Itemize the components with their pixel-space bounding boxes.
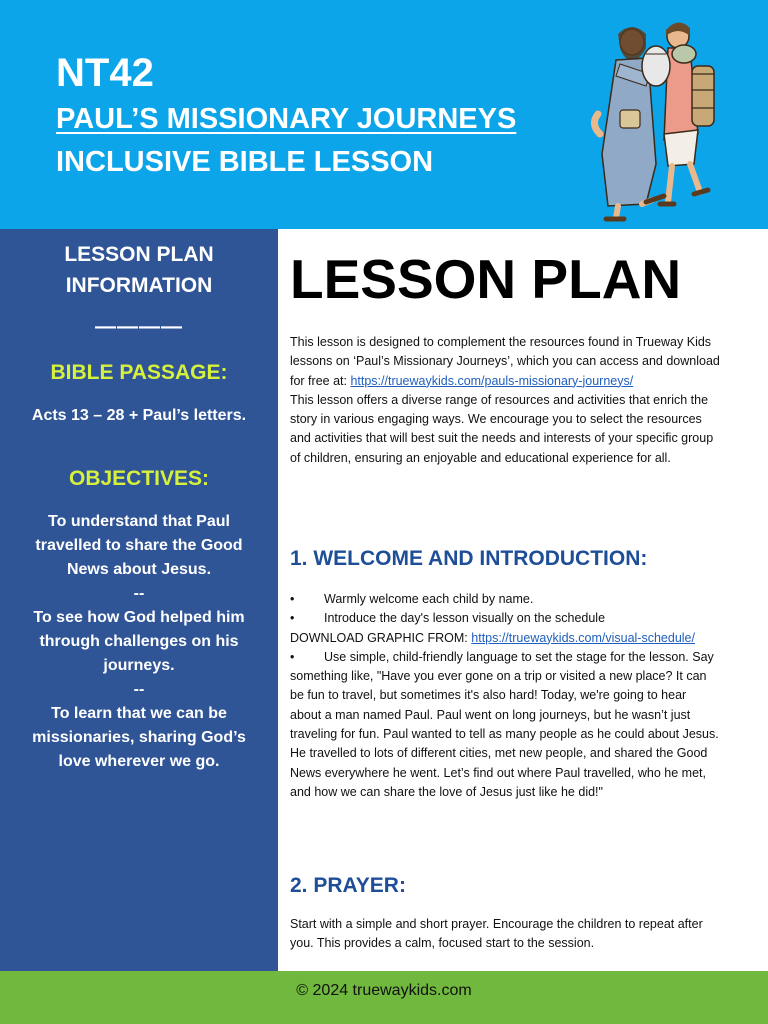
objectives-list: [20, 510, 258, 774]
download-label: DOWNLOAD GRAPHIC FROM:: [290, 630, 472, 645]
objectives-heading: OBJECTIVES:: [68, 467, 210, 490]
sidebar-lesson-info: [0, 229, 278, 971]
lesson-subtitle: INCLUSIVE BIBLE LESSON: [56, 146, 434, 178]
objective-2: To see how God helped him through challenges on his journeys.: [33, 609, 245, 674]
lesson-plan-information-heading: [0, 239, 278, 301]
footer: [0, 971, 768, 1024]
lesson-code: NT42: [56, 51, 154, 95]
lesson-title: PAUL’S MISSIONARY JOURNEYS: [56, 103, 517, 135]
header-banner: [0, 0, 768, 229]
welcome-section-body: [290, 590, 720, 802]
bible-passage-text: Acts 13 – 28 + Paul’s letters.: [31, 407, 247, 424]
download-line: [290, 629, 720, 648]
paul-figure: [594, 27, 670, 219]
list-item: [290, 648, 720, 802]
list-item: [290, 609, 720, 628]
sidebar-divider: ————: [95, 315, 183, 338]
info-title-line1: LESSON PLAN: [64, 243, 214, 266]
objective-3: To learn that we can be missionaries, sharing God’s love wherever we go.: [32, 705, 246, 770]
info-title-line2: INFORMATION: [65, 274, 213, 297]
lesson-resources-link[interactable]: https://truewaykids.com/pauls-missionary-journeys/: [350, 373, 634, 388]
objective-1: To understand that Paul travelled to share the Good News about Jesus.: [35, 513, 243, 578]
bullet-symbol: •: [290, 649, 295, 664]
paul-and-companion-illustration: [580, 14, 730, 224]
bullet-text: Introduce the day's lesson visually on the schedule: [324, 611, 606, 626]
intro-paragraph: [290, 333, 720, 468]
visual-schedule-link[interactable]: https://truewaykids.com/visual-schedule/: [471, 630, 695, 645]
intro-text-2: This lesson offers a diverse range of resources and activities that enrich the story in various engaging ways. We encourage you to select the resources and activities that will best suit the needs and interests of your specific group of children, ensuring an enjoyable and educational experience for all.: [290, 392, 714, 465]
prayer-text: Start with a simple and short prayer. Encourage the children to repeat after you. This provides a calm, focused start to the session.: [290, 917, 703, 951]
intro-text: This lesson is designed to complement the resources found in Trueway Kids lessons on ‘Paul’s Missionary Journeys’, which you can access and download for free at:: [290, 335, 720, 388]
bullet-symbol: •: [290, 592, 295, 606]
bullet-text: Use simple, child-friendly language to set the stage for the lesson. Say something like, "Have you ever gone on a trip or visited a new place? It can be fun to travel, but sometimes it's also hard! Today, we're going to hear about a man named Paul. Paul went on long journeys, but he wasn’t just traveling for fun. Paul wanted to tell as many people as he could about Jesus. He travelled to lots of different cities, met new people, and shared the Good News everywhere he went. Let’s find out where Paul travelled, who he met, and how we can share the love of Jesus just like he did!": [290, 649, 719, 799]
lesson-plan-title: LESSON PLAN: [290, 248, 682, 310]
bible-passage-heading: BIBLE PASSAGE:: [50, 361, 228, 384]
bullet-text: Warmly welcome each child by name.: [324, 592, 534, 606]
list-item: [290, 590, 720, 609]
bullet-symbol: •: [290, 611, 295, 626]
companion-figure: [660, 22, 714, 204]
section-prayer-heading: 2. PRAYER:: [290, 874, 406, 897]
objective-separator: --: [133, 681, 145, 698]
section-welcome-heading: 1. WELCOME AND INTRODUCTION:: [290, 547, 648, 570]
objective-separator: --: [133, 585, 145, 602]
copyright-text: © 2024 truewaykids.com: [296, 982, 472, 999]
